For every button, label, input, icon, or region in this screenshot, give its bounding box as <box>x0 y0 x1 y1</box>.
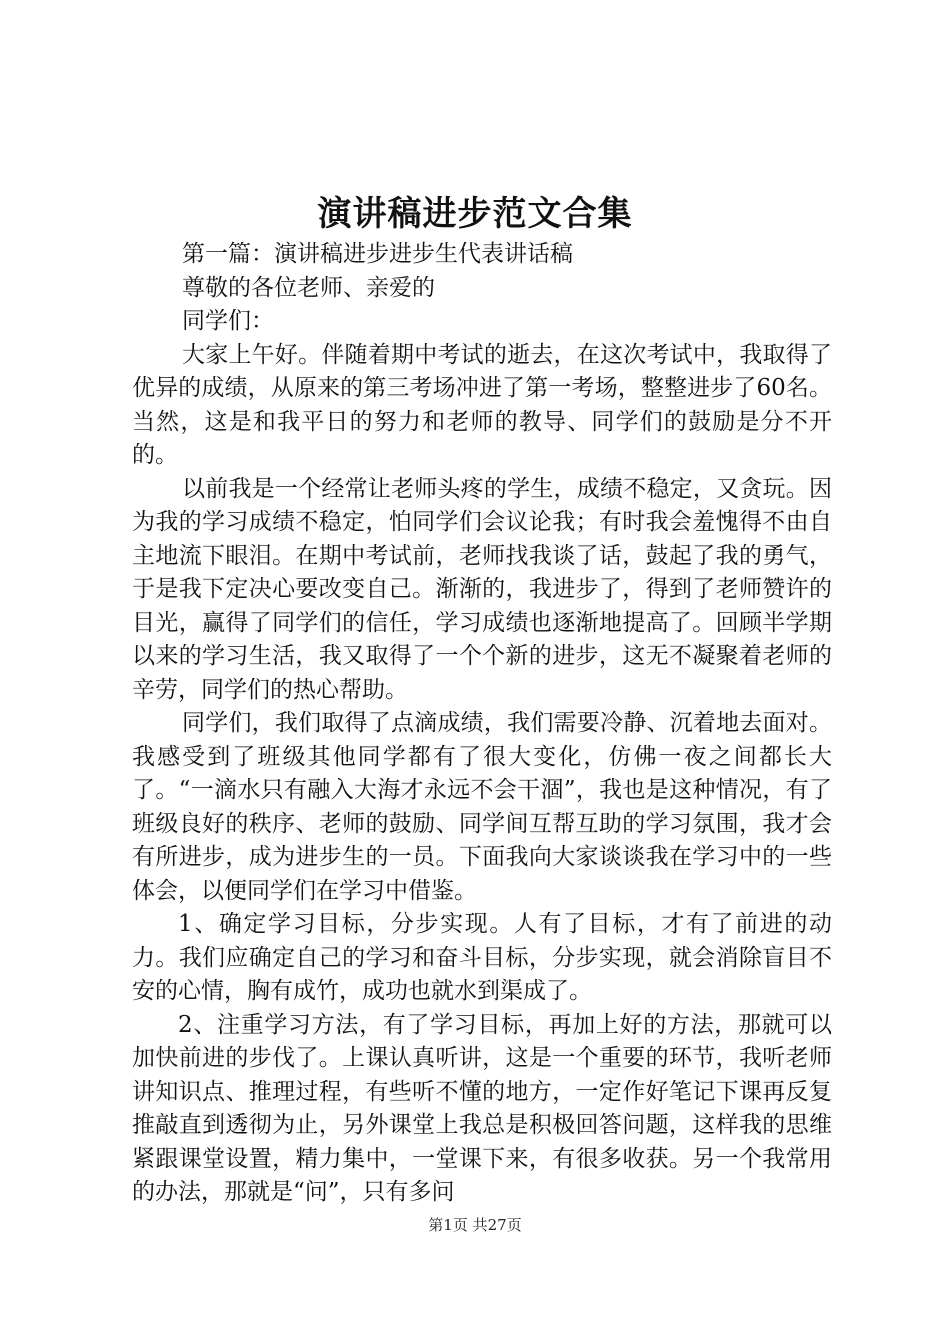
salutation-line: 同学们： <box>182 308 274 334</box>
body-paragraph: 2、注重学习方法，有了学习目标，再加上好的方法，那就可以加快前进的步伐了。上课认真听讲，这是一个重要的环节，我听老师讲知识点、推理过程，有些听不懂的地方，一定作好笔记下课再反复推敲直到透彻为止，另外课堂上我总是积极回答问题，这样我的思维紧跟课堂设置，精力集中，一堂课下来，有很多收获。另一个我常用的办法，那就是“问”，只有多问 <box>132 1011 832 1205</box>
salutation-line: 尊敬的各位老师、亲爱的 <box>182 274 435 301</box>
page-footer: 第1页 共27页 <box>428 1216 522 1234</box>
body-paragraph: 大家上午好。伴随着期中考试的逝去，在这次考试中，我取得了优异的成绩，从原来的第三考场冲进了第一考场，整整进步了60名。当然，这是和我平日的努力和老师的教导、同学们的鼓励是分不开的。 <box>132 341 832 468</box>
document-title: 演讲稿进步范文合集 <box>317 194 633 234</box>
body-paragraph: 1、确定学习目标，分步实现。人有了目标，才有了前进的动力。我们应确定自己的学习和奋斗目标，分步实现，就会消除盲目不安的心情，胸有成竹，成功也就水到渠成了。 <box>132 911 832 1004</box>
body-paragraph: 以前我是一个经常让老师头疼的学生，成绩不稳定，又贪玩。因为我的学习成绩不稳定，怕同学们会议论我；有时我会羞愧得不由自主地流下眼泪。在期中考试前，老师找我谈了话，鼓起了我的勇气，于是我下定决心要改变自己。渐渐的，我进步了，得到了老师赞许的目光，赢得了同学们的信任，学习成绩也逐渐地提高了。回顾半学期以来的学习生活，我又取得了一个个新的进步，这无不凝聚着老师的辛劳，同学们的热心帮助。 <box>132 475 832 703</box>
body-paragraph: 同学们，我们取得了点滴成绩，我们需要冷静、沉着地去面对。我感受到了班级其他同学都有了很大变化，仿佛一夜之间都长大了。“一滴水只有融入大海才永远不会干涸”，我也是这种情况，有了班级良好的秩序、老师的鼓励、同学间互帮互助的学习氛围，我才会有所进步，成为进步生的一员。下面我向大家谈谈我在学习中的一些体会，以便同学们在学习中借鉴。 <box>132 710 832 904</box>
section-heading: 第一篇：演讲稿进步进步生代表讲话稿 <box>182 241 573 267</box>
document-body <box>132 238 832 1210</box>
